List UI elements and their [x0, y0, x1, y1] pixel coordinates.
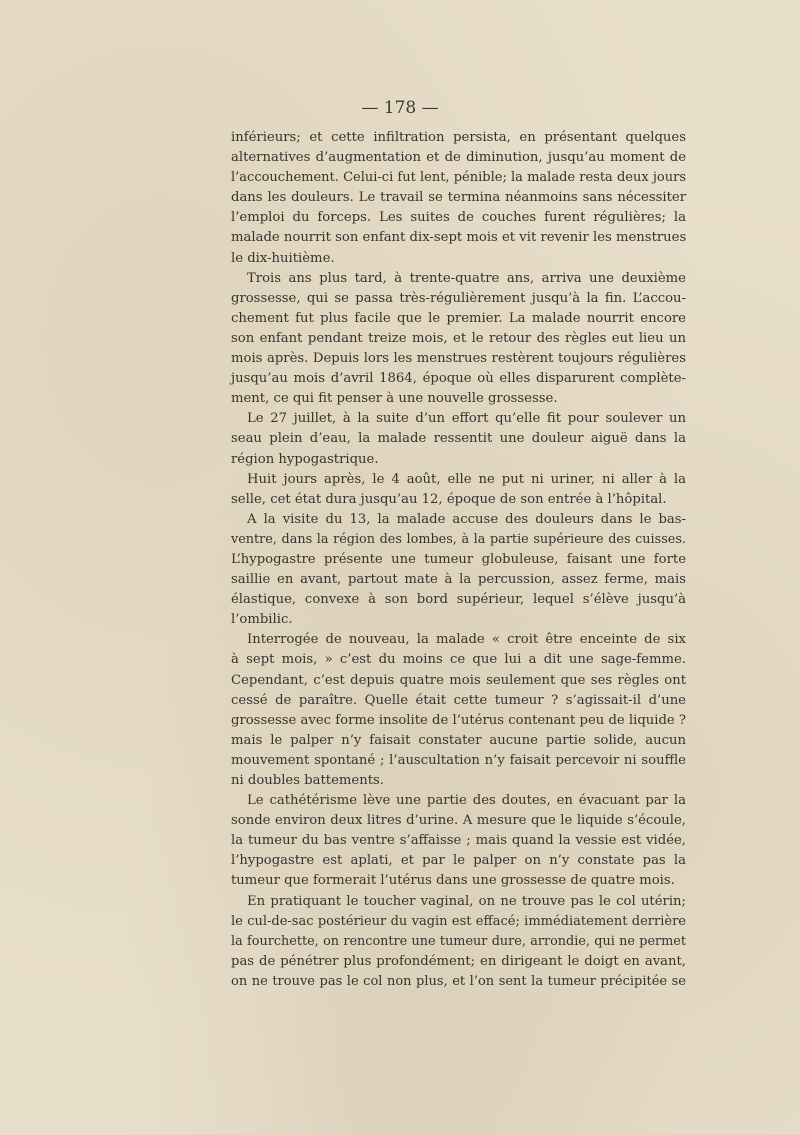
text-line: grossesse avec forme insolite de l’utérus contenant peu de liquide ? — [231, 712, 686, 728]
text-line: Le cathétérisme lève une partie des doutes, en évacuant par la — [247, 793, 686, 809]
text-line: A la visite du 13, la malade accuse des douleurs dans le bas- — [247, 511, 686, 527]
text-line: Cependant, c’est depuis quatre mois seulement que ses règles ont — [231, 672, 686, 688]
text-line: selle, cet état dura jusqu’au 12, époque de son entrée à l’hôpital. — [231, 491, 667, 507]
text-line: à sept mois, » c’est du moins ce que lui a dit une sage-femme. — [231, 652, 686, 668]
text-line: En pratiquant le toucher vaginal, on ne trouve pas le col utérin; — [247, 893, 686, 909]
text-line: jusqu’au mois d’avril 1864, époque où elles disparurent complète- — [231, 371, 686, 387]
text-line: la fourchette, on rencontre une tumeur dure, arrondie, qui ne permet — [231, 933, 686, 949]
body-text — [231, 128, 686, 992]
text-line: élastique, convexe à son bord supérieur, lequel s’élève jusqu’à — [231, 592, 686, 608]
text-line: l’emploi du forceps. Les suites de couches furent régulières; la — [231, 210, 686, 226]
text-line: malade nourrit son enfant dix-sept mois et vit revenir les menstrues — [231, 230, 687, 246]
text-line: Huit jours après, le 4 août, elle ne put ni uriner, ni aller à la — [247, 471, 686, 487]
text-line: Trois ans plus tard, à trente-quatre ans, arriva une deuxième — [247, 270, 686, 286]
text-line: tumeur que formerait l’utérus dans une grossesse de quatre mois. — [231, 873, 675, 889]
text-line: sonde environ deux litres d’urine. A mesure que le liquide s’écoule, — [231, 813, 686, 829]
text-line: l’hypogastre est aplati, et par le palper on n’y constate pas la — [231, 853, 686, 869]
text-line: l’ombilic. — [231, 612, 293, 628]
text-line: seau plein d’eau, la malade ressentit une douleur aiguë dans la — [231, 431, 686, 447]
text-line: la tumeur du bas ventre s’affaisse ; mais quand la vessie est vidée, — [231, 833, 686, 849]
text-line: mouvement spontané ; l’auscultation n’y faisait percevoir ni souffle — [231, 752, 686, 768]
text-line: on ne trouve pas le col non plus, et l’on sent la tumeur précipitée se — [231, 973, 686, 989]
text-line: saillie en avant, partout mate à la percussion, assez ferme, mais — [231, 572, 686, 588]
text-line: le cul-de-sac postérieur du vagin est effacé; immédiatement derrière — [231, 913, 686, 929]
text-line: mois après. Depuis lors les menstrues restèrent toujours régulières — [231, 351, 686, 367]
text-line: cessé de paraître. Quelle était cette tumeur ? s’agissait-il d’une — [231, 692, 686, 708]
text-line: mais le palper n’y faisait constater aucune partie solide, aucun — [231, 732, 686, 748]
text-line: dans les douleurs. Le travail se termina néanmoins sans nécessiter — [231, 190, 686, 206]
text-line: son enfant pendant treize mois, et le retour des règles eut lieu un — [231, 330, 686, 346]
text-line: ment, ce qui fit penser à une nouvelle grossesse. — [231, 391, 558, 407]
text-line: ventre, dans la région des lombes, à la partie supérieure des cuisses. — [231, 531, 686, 547]
text-line: Le 27 juillet, à la suite d’un effort qu’elle fit pour soulever un — [247, 411, 686, 427]
text-line: grossesse, qui se passa très-régulièrement jusqu’à la fin. L’accou- — [231, 290, 686, 306]
text-line: chement fut plus facile que le premier. La malade nourrit encore — [231, 310, 686, 326]
text-line: L’hypogastre présente une tumeur globuleuse, faisant une forte — [231, 551, 686, 567]
text-line: l’accouchement. Celui-ci fut lent, pénible; la malade resta deux jours — [231, 170, 686, 186]
text-line: ni doubles battements. — [231, 773, 384, 788]
text-line: pas de pénétrer plus profondément; en dirigeant le doigt en avant, — [231, 953, 686, 969]
text-line: alternatives d’augmentation et de diminution, jusqu’au moment de — [231, 150, 686, 166]
text-line: le dix-huitième. — [231, 250, 335, 266]
text-line: inférieurs; et cette infiltration persista, en présentant quelques — [231, 130, 686, 145]
text-line: Interrogée de nouveau, la malade « croit être enceinte de six — [247, 632, 686, 648]
text-line: région hypogastrique. — [231, 451, 379, 467]
page-number: — 178 — — [361, 98, 439, 118]
